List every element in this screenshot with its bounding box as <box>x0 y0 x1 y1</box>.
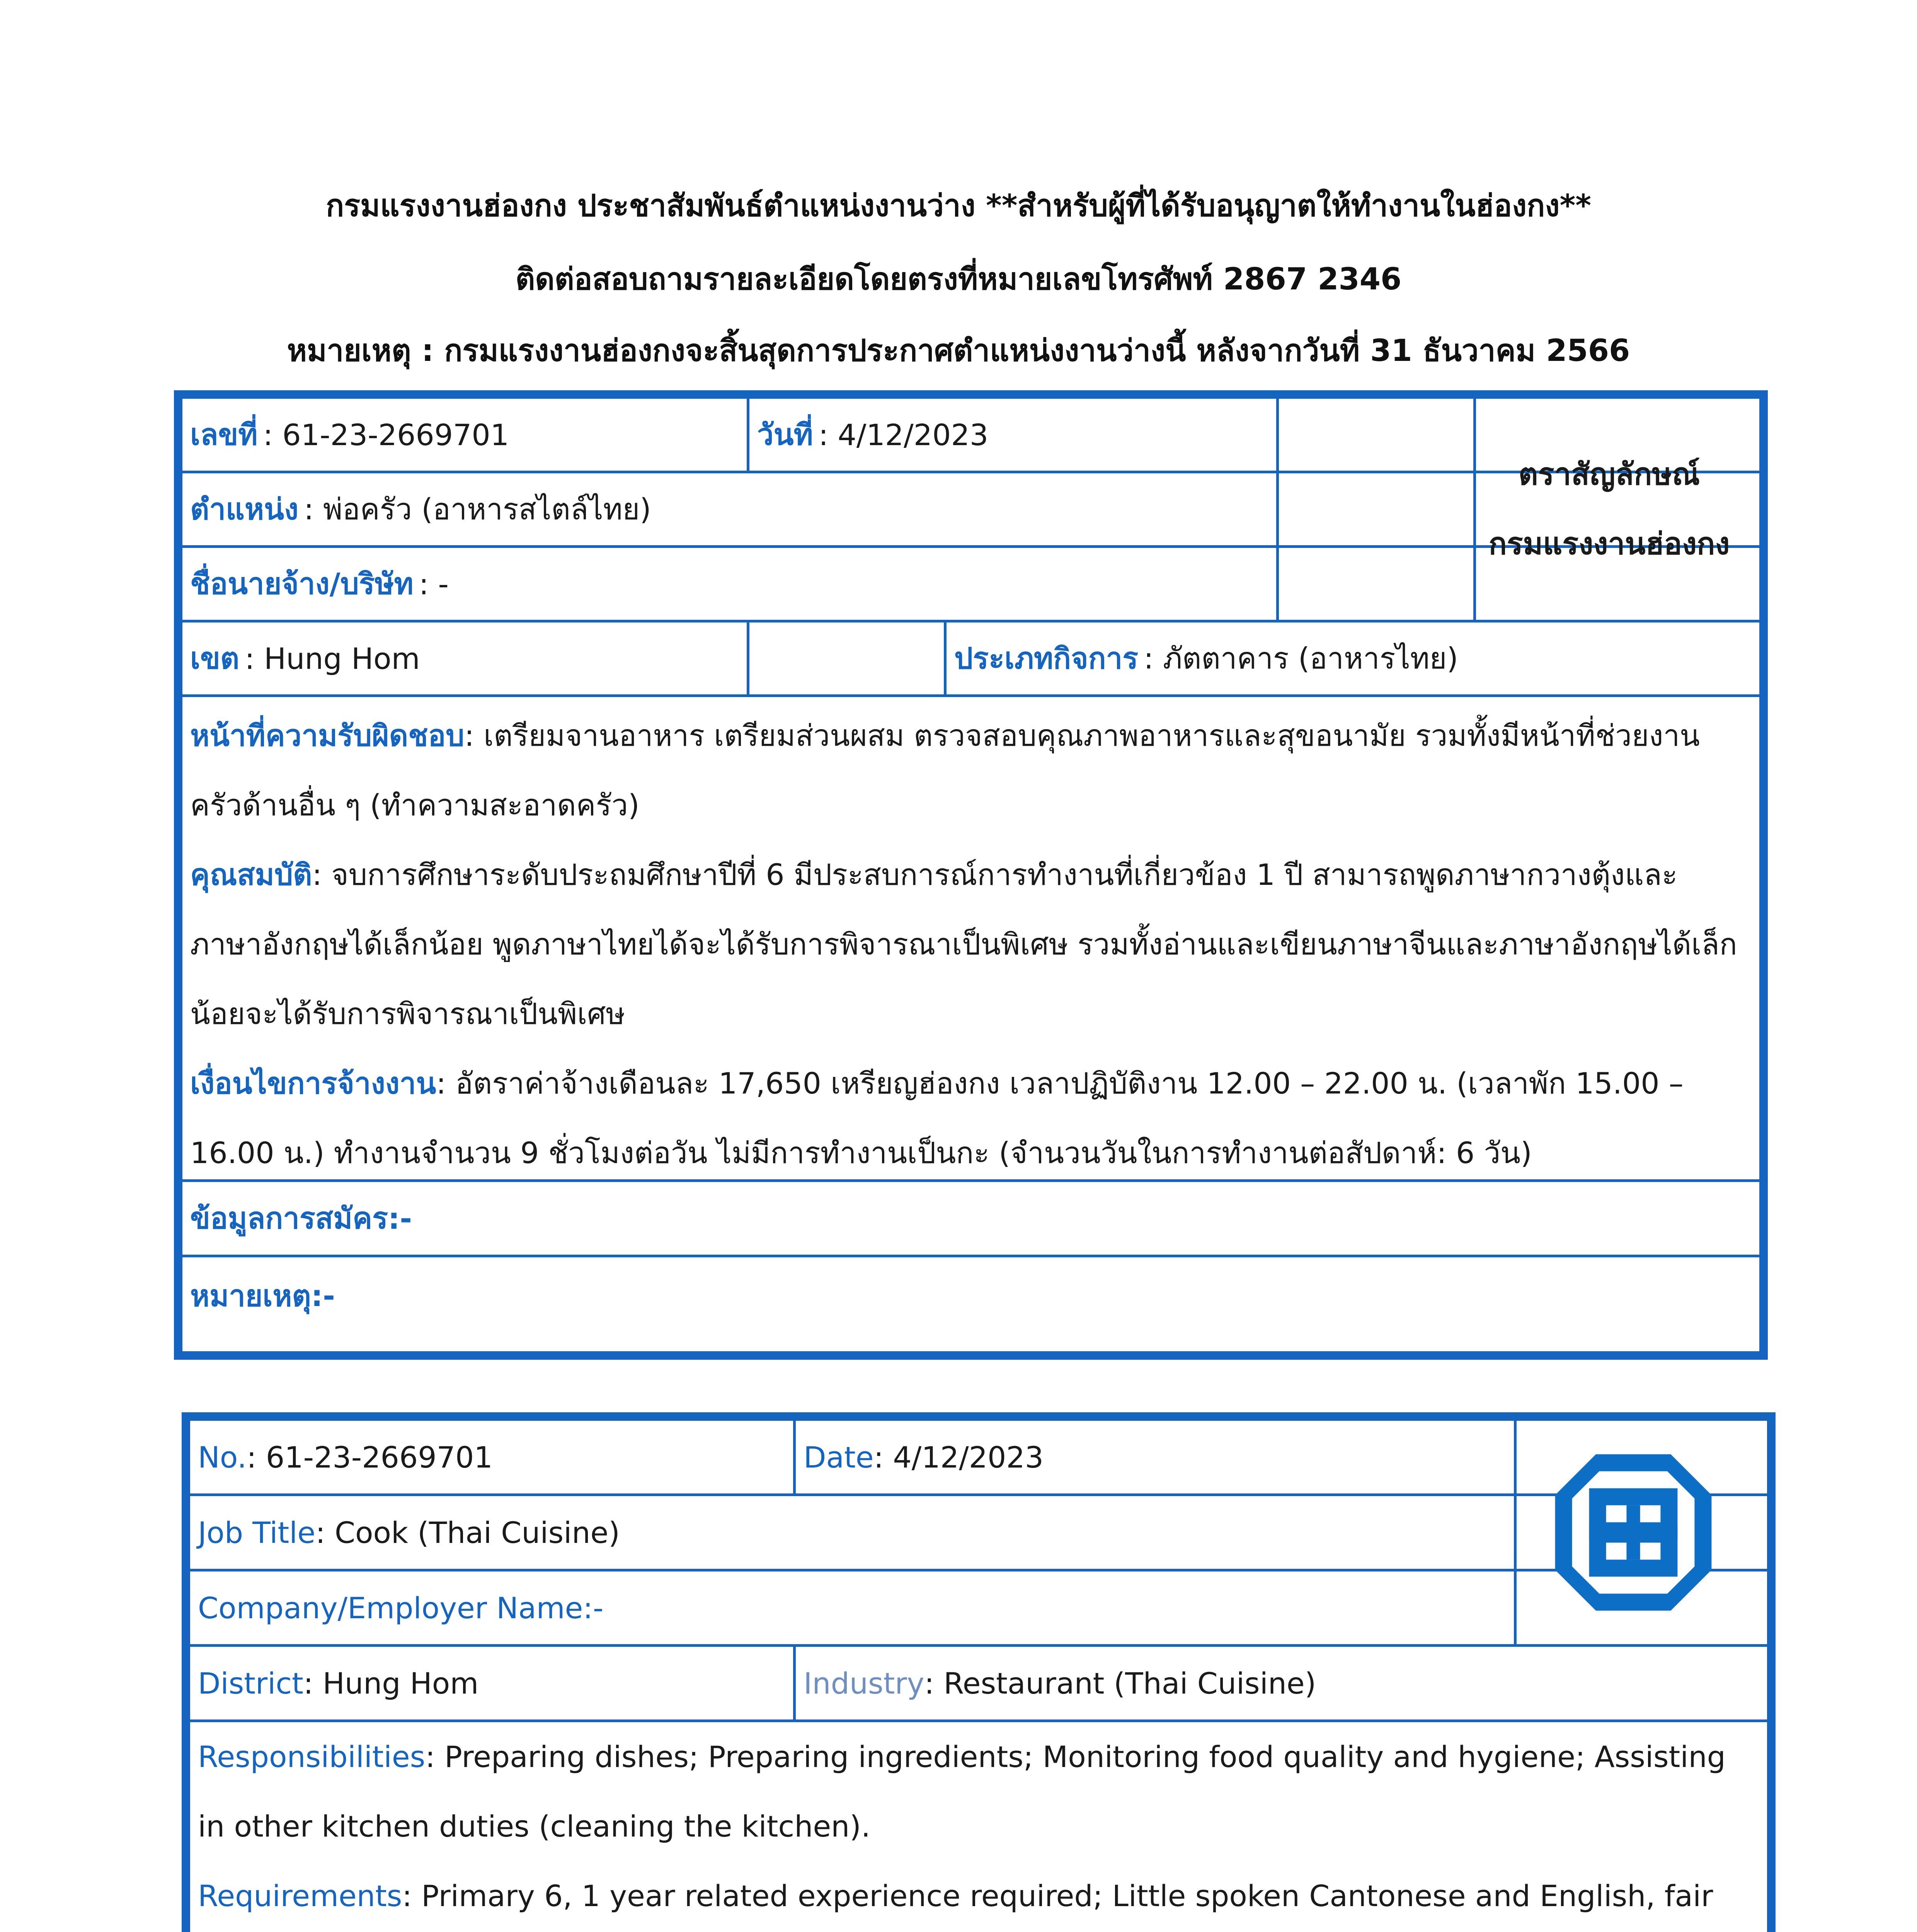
thai-blank-cell <box>1276 399 1473 471</box>
thai-emblem-line-1: ตราสัญลักษณ์ <box>1518 457 1700 492</box>
english-resp-label: Responsibilities <box>198 1740 426 1774</box>
thai-row-details <box>182 697 1759 1182</box>
thai-terms-label: เงื่อนไขการจ้างงาน <box>190 1066 436 1100</box>
thai-date-label: วันที่ <box>757 417 813 452</box>
thai-district-value: : Hung Hom <box>245 641 420 676</box>
thai-blank-cell <box>1276 548 1473 620</box>
english-number-cell <box>190 1421 793 1493</box>
thai-application-value: :- <box>388 1201 412 1236</box>
english-company-value: :- <box>583 1590 604 1625</box>
thai-resp-label: หน้าที่ความรับผิดชอบ <box>190 718 465 753</box>
thai-position-cell <box>182 473 1276 545</box>
english-date-value: : 4/12/2023 <box>873 1440 1044 1475</box>
header-line-2: ติดต่อสอบถามรายละเอียดโดยตรงที่หมายเลขโทรศัพท์ 2867 2346 <box>515 262 1402 297</box>
thai-application-cell <box>182 1182 1759 1255</box>
english-number-value: : 61-23-2669701 <box>247 1440 493 1475</box>
english-job-cell <box>190 1496 1514 1569</box>
thai-number-value: : 61-23-2669701 <box>263 417 509 452</box>
thai-terms-value: : อัตราค่าจ้างเดือนละ 17,650 เหรียญฮ่องกง เวลาปฏิบัติงาน 12.00 – 22.00 น. (เวลาพัก 15.00 – 16.00 น.) ทำงานจำนวน 9 ชั่วโมงต่อวัน ไม่มีการทำงานเป็นกะ (จำนวนวันในการทำงานต่อสัปดาห์: 6 วัน) <box>190 1066 1684 1170</box>
english-district-label: District <box>198 1666 303 1701</box>
thai-blank-cell <box>1276 473 1473 545</box>
thai-resp-value: : เตรียมจานอาหาร เตรียมส่วนผสม ตรวจสอบคุณภาพอาหารและสุขอนามัย รวมทั้งมีหน้าที่ช่วยงานครัวด้านอื่น ๆ (ทำความสะอาดครัว) <box>190 718 1700 822</box>
thai-remarks-value: :- <box>311 1279 335 1313</box>
english-details <box>198 1722 1755 1932</box>
thai-remarks-cell <box>182 1257 1759 1334</box>
thai-row-district <box>182 622 1759 697</box>
thai-date-cell <box>747 399 1276 471</box>
english-req-label: Requirements <box>198 1879 402 1913</box>
thai-vacancy-card <box>174 390 1768 1360</box>
thai-row-remarks <box>182 1257 1759 1334</box>
header-line-3: หมายเหตุ : กรมแรงงานฮ่องกงจะสิ้นสุดการประกาศตำแหน่งงานว่างนี้ หลังจากวันที่ 31 ธันวาคม 2566 <box>287 333 1630 368</box>
english-date-label: Date <box>804 1440 874 1475</box>
english-resp-value: : Preparing dishes; Preparing ingredients; Monitoring food quality and hygiene; Assisting in other kitchen duties (cleaning the kitchen). <box>198 1740 1726 1844</box>
thai-industry-cell <box>944 622 1742 694</box>
english-date-cell <box>793 1421 1514 1493</box>
thai-number-label: เลขที่ <box>190 417 258 452</box>
english-industry-label: Industry <box>804 1666 924 1701</box>
thai-emblem-line-2: กรมแรงงานฮ่องกง <box>1488 527 1730 561</box>
thai-industry-label: ประเภทกิจการ <box>954 641 1139 675</box>
english-job-value: : Cook (Thai Cuisine) <box>315 1515 620 1550</box>
english-row-details <box>190 1722 1767 1932</box>
english-company-cell <box>190 1571 1514 1644</box>
english-number-label: No. <box>198 1440 247 1475</box>
thai-position-label: ตำแหน่ง <box>190 492 299 526</box>
labour-department-logo-icon <box>1548 1447 1718 1617</box>
english-company-label: Company/Employer Name <box>198 1590 583 1625</box>
thai-remarks-label: หมายเหตุ <box>190 1278 311 1313</box>
english-vacancy-card <box>182 1412 1776 1932</box>
thai-position-value: : พ่อครัว (อาหารสไตล์ไทย) <box>304 492 651 526</box>
english-district-value: : Hung Hom <box>303 1666 479 1701</box>
thai-emblem-placeholder <box>1473 399 1742 622</box>
thai-employer-cell <box>182 548 1276 620</box>
english-req-value: : Primary 6, 1 year related experience required; Little spoken Cantonese and English, fair <box>402 1879 1713 1913</box>
header-line-1: กรมแรงงานฮ่องกง ประชาสัมพันธ์ตำแหน่งงานว่าง **สำหรับผู้ที่ได้รับอนุญาตให้ทำงานในฮ่องกง** <box>325 189 1592 223</box>
english-logo-cell <box>1514 1421 1750 1647</box>
english-requirements <box>198 1861 1755 1932</box>
thai-number-cell <box>182 399 747 471</box>
english-row-district <box>190 1647 1767 1722</box>
thai-industry-value: : ภัตตาคาร (อาหารไทย) <box>1144 641 1458 675</box>
english-industry-value: : Restaurant (Thai Cuisine) <box>924 1666 1316 1701</box>
thai-employer-label: ชื่อนายจ้าง/บริษัท <box>190 566 414 601</box>
english-industry-cell <box>793 1647 1750 1719</box>
thai-employer-value: : - <box>419 566 449 601</box>
thai-application-label: ข้อมูลการสมัคร <box>190 1201 388 1235</box>
thai-req-label: คุณสมบัติ <box>190 857 312 892</box>
thai-row-application <box>182 1182 1759 1257</box>
thai-district-label: เขต <box>190 641 240 675</box>
thai-req-value: : จบการศึกษาระดับประถมศึกษาปีที่ 6 มีประสบการณ์การทำงานที่เกี่ยวข้อง 1 ปี สามารถพูดภาษากวางตุ้งและภาษาอังกฤษได้เล็กน้อย พูดภาษาไทยได้จะได้รับการพิจารณาเป็นพิเศษ รวมทั้งอ่านและเขียนภาษาจีนและภาษาอังกฤษได้เล็กน้อยจะได้รับการพิจารณาเป็นพิเศษ <box>190 857 1737 1031</box>
thai-employment-terms <box>190 1049 1748 1188</box>
thai-responsibilities <box>190 701 1748 840</box>
thai-date-value: : 4/12/2023 <box>818 417 989 452</box>
thai-blank-cell <box>747 622 944 694</box>
english-district-cell <box>190 1647 793 1719</box>
english-job-label: Job Title <box>198 1515 316 1550</box>
thai-details <box>190 701 1748 1188</box>
thai-district-cell <box>182 622 747 694</box>
english-responsibilities <box>198 1722 1755 1861</box>
thai-requirements <box>190 840 1748 1049</box>
